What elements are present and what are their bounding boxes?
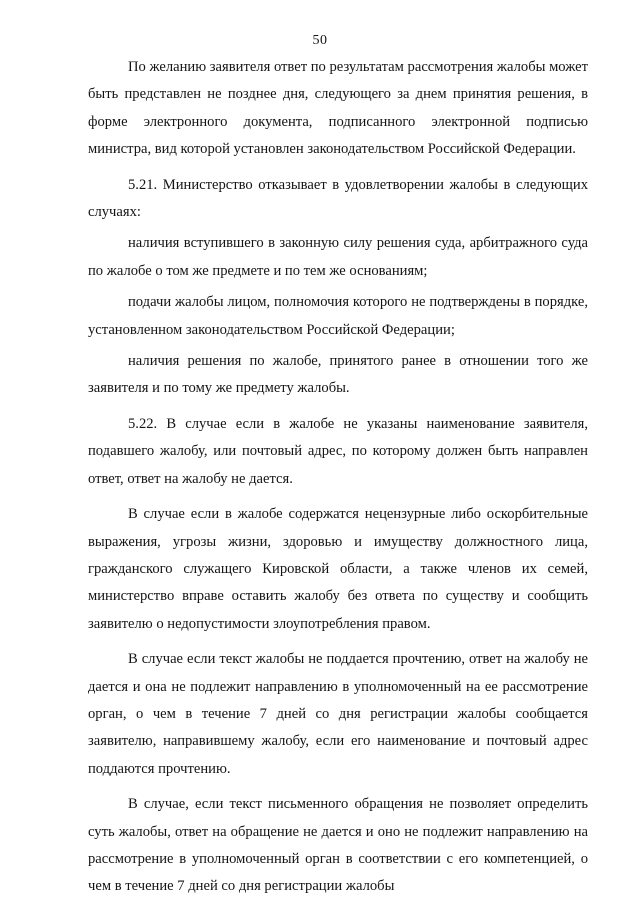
list-item-unauthorized-person: подачи жалобы лицом, полномочия которого не подтверждены в порядке, установленном законодательством Российской Федерации; [88, 294, 588, 338]
list-item-court-decision: наличия вступившего в законную силу решения суда, арбитражного суда по жалобе о том же предмете и по тем же основаниям; [88, 235, 588, 279]
paragraph-undeterminable-essence: В случае, если текст письменного обращения не позволяет определить суть жалобы, ответ на обращение не дается и оно не подлежит направлению на рассмотрение в уполномоченный орган в соответствии с его компетенцией, о чем в течение 7 дней со дня регистрации жалобы [88, 796, 588, 895]
paragraph-unreadable-text: В случае если текст жалобы не поддается прочтению, ответ на жалобу не дается и она не подлежит направлению в уполномоченный на ее рассмотрение орган, о чем в течение 7 дней со дня регистрации жалобы сообщается заявителю, направившему жалобу, если его наименование и почтовый адрес поддаются прочтению. [88, 651, 588, 777]
paragraph-offensive-language: В случае если в жалобе содержатся нецензурные либо оскорбительные выражения, угрозы жизни, здоровью и имуществу должностного лица, гражданского служащего Кировской области, а также членов их семей, министерство вправе оставить жалобу без ответа по существу и сообщить заявителю о недопустимости злоупотребления правом. [88, 506, 588, 632]
document-body [88, 54, 588, 901]
paragraph-response-form: По желанию заявителя ответ по результатам рассмотрения жалобы может быть представлен не позднее дня, следующего за днем принятия решения, в форме электронного документа, подписанного электронной подписью министра, вид которой установлен законодательством Российской Федерации. [88, 59, 588, 158]
page-number: 50 [312, 33, 328, 48]
paragraph-5-21-refusal-cases: 5.21. Министерство отказывает в удовлетворении жалобы в следующих случаях: [88, 176, 588, 221]
paragraph-5-22-missing-address: 5.22. В случае если в жалобе не указаны наименование заявителя, подавшего жалобу, или почтовый адрес, по которому должен быть направлен ответ, ответ на жалобу не дается. [88, 415, 588, 487]
list-item-prior-decision: наличия решения по жалобе, принятого ранее в отношении того же заявителя и по тому же предмету жалобы. [88, 353, 588, 397]
